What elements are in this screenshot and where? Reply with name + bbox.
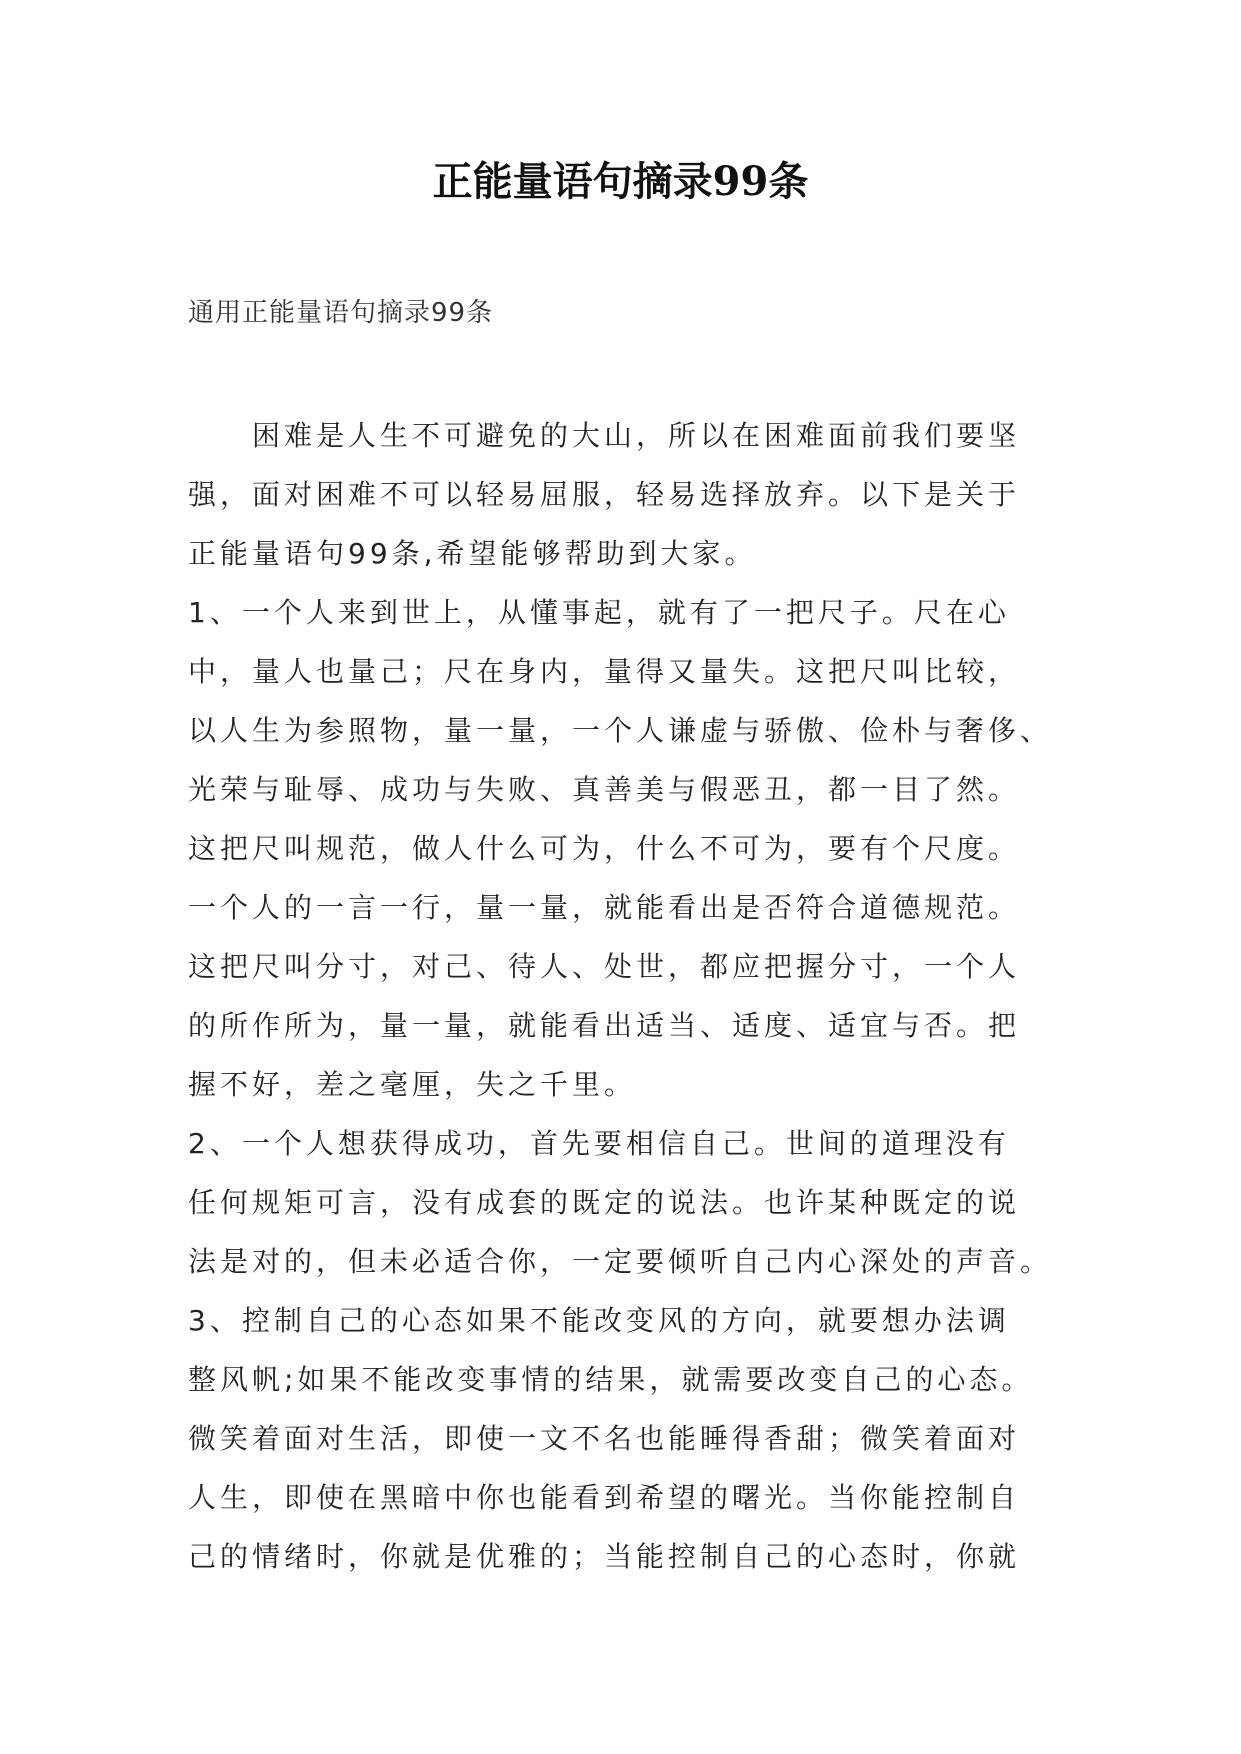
document-body [188, 406, 1052, 1586]
text-line: 法是对的，但未必适合你，一定要倾听自己内心深处的声音。 [188, 1245, 1053, 1278]
text-line: 中，量人也量己；尺在身内，量得又量失。这把尺叫比较， [188, 655, 1021, 688]
text-line: 一个人的一言一行，量一量，就能看出是否符合道德规范。 [188, 891, 1021, 924]
text-line: 1、一个人来到世上，从懂事起，就有了一把尺子。尺在心 [188, 596, 1010, 629]
text-line: 握不好，差之毫厘，失之千里。 [188, 1068, 637, 1101]
text-line: 己的情绪时，你就是优雅的；当能控制自己的心态时，你就 [188, 1540, 1021, 1573]
text-line: 人生，即使在黑暗中你也能看到希望的曙光。当你能控制自 [188, 1481, 1021, 1514]
text-line: 微笑着面对生活，即使一文不名也能睡得香甜；微笑着面对 [188, 1422, 1021, 1455]
text-line: 2、一个人想获得成功，首先要相信自己。世间的道理没有 [188, 1127, 1010, 1160]
text-line: 整风帆;如果不能改变事情的结果，就需要改变自己的心态。 [188, 1363, 1034, 1396]
text-line: 这把尺叫规范，做人什么可为，什么不可为，要有个尺度。 [188, 832, 1021, 865]
text-line: 强，面对困难不可以轻易屈服，轻易选择放弃。以下是关于 [188, 478, 1021, 511]
text-line: 3、控制自己的心态如果不能改变风的方向，就要想办法调 [188, 1304, 1010, 1337]
text-line: 光荣与耻辱、成功与失败、真善美与假恶丑，都一目了然。 [188, 773, 1021, 806]
text-line: 任何规矩可言，没有成套的既定的说法。也许某种既定的说 [188, 1186, 1021, 1219]
page-title: 正能量语句摘录99条 [432, 158, 809, 205]
document-subtitle: 通用正能量语句摘录99条 [188, 298, 494, 328]
text-line: 的所作所为，量一量，就能看出适当、适度、适宜与否。把 [188, 1009, 1021, 1042]
text-line: 困难是人生不可避免的大山，所以在困难面前我们要坚 [252, 419, 1021, 452]
text-line: 以人生为参照物，量一量，一个人谦虚与骄傲、俭朴与奢侈、 [188, 714, 1053, 747]
text-line: 这把尺叫分寸，对己、待人、处世，都应把握分寸，一个人 [188, 950, 1021, 983]
text-line: 正能量语句99条,希望能够帮助到大家。 [188, 537, 757, 570]
